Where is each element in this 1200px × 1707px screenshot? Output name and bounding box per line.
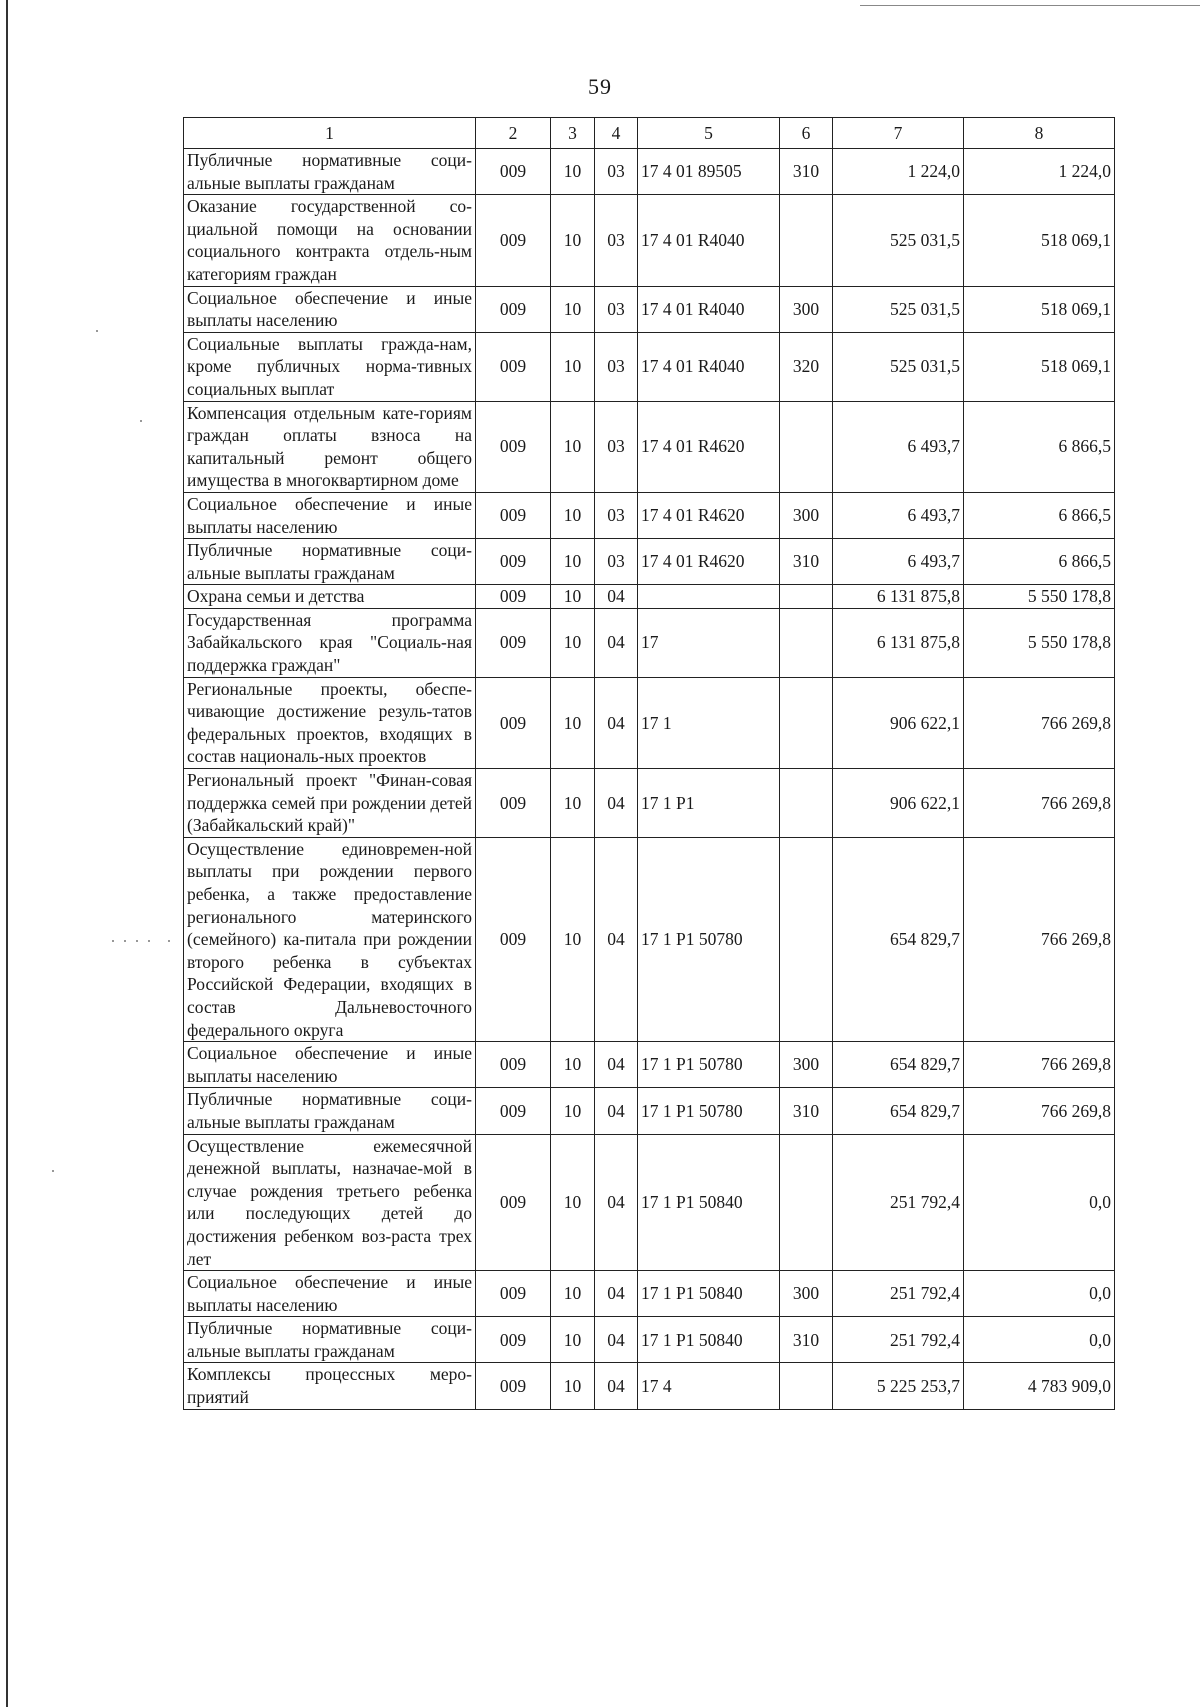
cell-target-article: 17 4 01 89505 bbox=[638, 149, 780, 195]
table-row bbox=[184, 1271, 1115, 1317]
cell-section: 10 bbox=[551, 837, 595, 1041]
cell-target-article: 17 1 P1 bbox=[638, 769, 780, 838]
cell-section: 10 bbox=[551, 492, 595, 538]
cell-amount-year-2: 766 269,8 bbox=[964, 769, 1115, 838]
cell-target-article: 17 4 01 R4620 bbox=[638, 492, 780, 538]
cell-expense-type bbox=[780, 769, 833, 838]
cell-ministry-code: 009 bbox=[476, 195, 551, 286]
cell-ministry-code: 009 bbox=[476, 332, 551, 401]
cell-target-article: 17 4 01 R4040 bbox=[638, 332, 780, 401]
cell-amount-year-1: 906 622,1 bbox=[833, 677, 964, 768]
table-row bbox=[184, 539, 1115, 585]
header-cell: 1 bbox=[184, 118, 476, 149]
scan-artifact-dot bbox=[148, 940, 150, 942]
cell-section: 10 bbox=[551, 195, 595, 286]
cell-amount-year-1: 525 031,5 bbox=[833, 286, 964, 332]
cell-target-article: 17 4 01 R4040 bbox=[638, 286, 780, 332]
table-row bbox=[184, 1317, 1115, 1363]
cell-subsection: 04 bbox=[595, 608, 638, 677]
scan-artifact-dot bbox=[140, 420, 142, 422]
page-edge-line bbox=[6, 0, 8, 1707]
page-number: 59 bbox=[588, 74, 612, 99]
cell-expense-type: 320 bbox=[780, 332, 833, 401]
cell-amount-year-2: 766 269,8 bbox=[964, 837, 1115, 1041]
cell-amount-year-1: 525 031,5 bbox=[833, 195, 964, 286]
cell-item-name: Компенсация отдельным кате-гориям граждан оплаты взноса на капитальный ремонт общего имущества в многоквартирном доме bbox=[184, 401, 476, 492]
scan-artifact-dot bbox=[136, 940, 138, 942]
cell-section: 10 bbox=[551, 608, 595, 677]
header-cell: 5 bbox=[638, 118, 780, 149]
cell-amount-year-1: 6 493,7 bbox=[833, 492, 964, 538]
cell-subsection: 04 bbox=[595, 837, 638, 1041]
cell-section: 10 bbox=[551, 1317, 595, 1363]
cell-item-name: Публичные нормативные соци-альные выплаты гражданам bbox=[184, 1088, 476, 1134]
cell-item-name: Публичные нормативные соци-альные выплаты гражданам bbox=[184, 1317, 476, 1363]
cell-ministry-code: 009 bbox=[476, 837, 551, 1041]
cell-expense-type: 300 bbox=[780, 1042, 833, 1088]
cell-subsection: 03 bbox=[595, 539, 638, 585]
cell-amount-year-2: 6 866,5 bbox=[964, 401, 1115, 492]
cell-amount-year-1: 5 225 253,7 bbox=[833, 1363, 964, 1409]
header-cell: 6 bbox=[780, 118, 833, 149]
cell-subsection: 04 bbox=[595, 1134, 638, 1271]
scan-artifact-dot bbox=[124, 940, 126, 942]
cell-ministry-code: 009 bbox=[476, 769, 551, 838]
cell-subsection: 03 bbox=[595, 149, 638, 195]
table-header-row bbox=[184, 118, 1115, 149]
cell-amount-year-1: 654 829,7 bbox=[833, 1088, 964, 1134]
cell-section: 10 bbox=[551, 1271, 595, 1317]
cell-target-article: 17 1 P1 50840 bbox=[638, 1134, 780, 1271]
cell-ministry-code: 009 bbox=[476, 608, 551, 677]
cell-amount-year-2: 518 069,1 bbox=[964, 286, 1115, 332]
cell-item-name: Публичные нормативные соци-альные выплаты гражданам bbox=[184, 539, 476, 585]
cell-ministry-code: 009 bbox=[476, 401, 551, 492]
budget-table bbox=[183, 117, 1115, 1410]
cell-section: 10 bbox=[551, 1088, 595, 1134]
cell-subsection: 04 bbox=[595, 1042, 638, 1088]
cell-ministry-code: 009 bbox=[476, 1088, 551, 1134]
cell-target-article: 17 1 P1 50780 bbox=[638, 1042, 780, 1088]
cell-section: 10 bbox=[551, 1363, 595, 1409]
cell-amount-year-2: 1 224,0 bbox=[964, 149, 1115, 195]
cell-amount-year-1: 654 829,7 bbox=[833, 837, 964, 1041]
cell-ministry-code: 009 bbox=[476, 286, 551, 332]
cell-item-name: Осуществление единовремен-ной выплаты при рождении первого ребенка, а также предоставление регионального материнского (семейного) ка-питала при рождении второго ребенка в субъектах Российской Федерации, входящих в состав Дальневосточного федерального округа bbox=[184, 837, 476, 1041]
cell-expense-type: 310 bbox=[780, 539, 833, 585]
cell-amount-year-1: 6 493,7 bbox=[833, 539, 964, 585]
cell-amount-year-2: 518 069,1 bbox=[964, 332, 1115, 401]
cell-ministry-code: 009 bbox=[476, 1134, 551, 1271]
table-row bbox=[184, 769, 1115, 838]
cell-item-name: Оказание государственной со-циальной помощи на основании социального контракта отдель-ным категориям граждан bbox=[184, 195, 476, 286]
cell-expense-type bbox=[780, 608, 833, 677]
cell-item-name: Комплексы процессных меро-приятий bbox=[184, 1363, 476, 1409]
cell-target-article: 17 bbox=[638, 608, 780, 677]
cell-section: 10 bbox=[551, 1042, 595, 1088]
table-row bbox=[184, 1088, 1115, 1134]
cell-amount-year-2: 5 550 178,8 bbox=[964, 585, 1115, 609]
cell-amount-year-2: 0,0 bbox=[964, 1271, 1115, 1317]
cell-amount-year-1: 251 792,4 bbox=[833, 1271, 964, 1317]
cell-ministry-code: 009 bbox=[476, 149, 551, 195]
table-body bbox=[184, 149, 1115, 1410]
cell-ministry-code: 009 bbox=[476, 1271, 551, 1317]
cell-amount-year-1: 251 792,4 bbox=[833, 1134, 964, 1271]
cell-subsection: 04 bbox=[595, 769, 638, 838]
cell-target-article: 17 1 P1 50780 bbox=[638, 1088, 780, 1134]
cell-target-article: 17 4 01 R4620 bbox=[638, 401, 780, 492]
table-row bbox=[184, 286, 1115, 332]
scan-artifact-dot bbox=[168, 940, 170, 942]
header-cell: 7 bbox=[833, 118, 964, 149]
table-row bbox=[184, 149, 1115, 195]
cell-item-name: Региональный проект "Финан-совая поддержка семей при рождении детей (Забайкальский край)" bbox=[184, 769, 476, 838]
cell-amount-year-2: 6 866,5 bbox=[964, 492, 1115, 538]
header-cell: 4 bbox=[595, 118, 638, 149]
cell-amount-year-2: 766 269,8 bbox=[964, 1088, 1115, 1134]
cell-item-name: Социальное обеспечение и иные выплаты населению bbox=[184, 1271, 476, 1317]
cell-amount-year-2: 5 550 178,8 bbox=[964, 608, 1115, 677]
cell-subsection: 04 bbox=[595, 1317, 638, 1363]
cell-ministry-code: 009 bbox=[476, 585, 551, 609]
cell-amount-year-1: 525 031,5 bbox=[833, 332, 964, 401]
scan-artifact-line bbox=[860, 5, 1200, 6]
cell-subsection: 03 bbox=[595, 492, 638, 538]
table-row bbox=[184, 608, 1115, 677]
cell-item-name: Социальное обеспечение и иные выплаты населению bbox=[184, 492, 476, 538]
cell-target-article: 17 4 bbox=[638, 1363, 780, 1409]
cell-expense-type bbox=[780, 1134, 833, 1271]
cell-amount-year-2: 766 269,8 bbox=[964, 677, 1115, 768]
cell-item-name: Осуществление ежемесячной денежной выплаты, назначае-мой в случае рождения третьего ребенка или последующих детей до достижения ребенком воз-раста трех лет bbox=[184, 1134, 476, 1271]
cell-target-article: 17 1 P1 50840 bbox=[638, 1271, 780, 1317]
cell-ministry-code: 009 bbox=[476, 677, 551, 768]
cell-section: 10 bbox=[551, 332, 595, 401]
cell-item-name: Публичные нормативные соци-альные выплаты гражданам bbox=[184, 149, 476, 195]
cell-amount-year-2: 6 866,5 bbox=[964, 539, 1115, 585]
table-row bbox=[184, 332, 1115, 401]
cell-item-name: Социальное обеспечение и иные выплаты населению bbox=[184, 286, 476, 332]
cell-section: 10 bbox=[551, 677, 595, 768]
cell-subsection: 03 bbox=[595, 286, 638, 332]
cell-amount-year-2: 4 783 909,0 bbox=[964, 1363, 1115, 1409]
table-row bbox=[184, 401, 1115, 492]
cell-section: 10 bbox=[551, 769, 595, 838]
cell-item-name: Социальные выплаты гражда-нам, кроме публичных норма-тивных социальных выплат bbox=[184, 332, 476, 401]
header-cell: 2 bbox=[476, 118, 551, 149]
cell-expense-type: 310 bbox=[780, 149, 833, 195]
cell-amount-year-1: 1 224,0 bbox=[833, 149, 964, 195]
cell-subsection: 04 bbox=[595, 1363, 638, 1409]
cell-section: 10 bbox=[551, 401, 595, 492]
table-row bbox=[184, 1134, 1115, 1271]
cell-section: 10 bbox=[551, 1134, 595, 1271]
cell-target-article: 17 4 01 R4040 bbox=[638, 195, 780, 286]
cell-expense-type bbox=[780, 195, 833, 286]
cell-item-name: Охрана семьи и детства bbox=[184, 585, 476, 609]
header-cell: 8 bbox=[964, 118, 1115, 149]
header-cell: 3 bbox=[551, 118, 595, 149]
cell-item-name: Социальное обеспечение и иные выплаты населению bbox=[184, 1042, 476, 1088]
cell-section: 10 bbox=[551, 149, 595, 195]
cell-subsection: 04 bbox=[595, 1271, 638, 1317]
table-row bbox=[184, 1042, 1115, 1088]
table-row bbox=[184, 837, 1115, 1041]
cell-amount-year-2: 0,0 bbox=[964, 1134, 1115, 1271]
cell-expense-type: 300 bbox=[780, 286, 833, 332]
cell-expense-type bbox=[780, 401, 833, 492]
cell-subsection: 04 bbox=[595, 585, 638, 609]
cell-amount-year-1: 6 131 875,8 bbox=[833, 608, 964, 677]
cell-section: 10 bbox=[551, 286, 595, 332]
table-row bbox=[184, 195, 1115, 286]
cell-target-article: 17 1 P1 50780 bbox=[638, 837, 780, 1041]
cell-amount-year-2: 0,0 bbox=[964, 1317, 1115, 1363]
cell-target-article: 17 4 01 R4620 bbox=[638, 539, 780, 585]
cell-subsection: 03 bbox=[595, 195, 638, 286]
cell-ministry-code: 009 bbox=[476, 492, 551, 538]
cell-ministry-code: 009 bbox=[476, 1317, 551, 1363]
cell-amount-year-2: 518 069,1 bbox=[964, 195, 1115, 286]
scan-artifact-dot bbox=[96, 330, 98, 332]
cell-expense-type bbox=[780, 837, 833, 1041]
table-row bbox=[184, 677, 1115, 768]
table-row bbox=[184, 1363, 1115, 1409]
cell-section: 10 bbox=[551, 585, 595, 609]
cell-amount-year-1: 6 131 875,8 bbox=[833, 585, 964, 609]
cell-target-article: 17 1 P1 50840 bbox=[638, 1317, 780, 1363]
scan-artifact-dot bbox=[52, 1170, 54, 1172]
cell-expense-type: 310 bbox=[780, 1317, 833, 1363]
cell-amount-year-1: 906 622,1 bbox=[833, 769, 964, 838]
cell-amount-year-1: 251 792,4 bbox=[833, 1317, 964, 1363]
cell-item-name: Региональные проекты, обеспе-чивающие достижение резуль-татов федеральных проектов, входящих в состав националь-ных проектов bbox=[184, 677, 476, 768]
cell-ministry-code: 009 bbox=[476, 1042, 551, 1088]
scan-artifact-dot bbox=[112, 940, 114, 942]
cell-subsection: 03 bbox=[595, 332, 638, 401]
cell-expense-type bbox=[780, 677, 833, 768]
table-row bbox=[184, 585, 1115, 609]
cell-expense-type: 300 bbox=[780, 1271, 833, 1317]
cell-amount-year-1: 654 829,7 bbox=[833, 1042, 964, 1088]
cell-subsection: 04 bbox=[595, 1088, 638, 1134]
cell-amount-year-1: 6 493,7 bbox=[833, 401, 964, 492]
cell-amount-year-2: 766 269,8 bbox=[964, 1042, 1115, 1088]
cell-subsection: 04 bbox=[595, 677, 638, 768]
cell-item-name: Государственная программа Забайкальского края "Социаль-ная поддержка граждан" bbox=[184, 608, 476, 677]
cell-section: 10 bbox=[551, 539, 595, 585]
cell-expense-type bbox=[780, 1363, 833, 1409]
cell-target-article bbox=[638, 585, 780, 609]
cell-expense-type: 310 bbox=[780, 1088, 833, 1134]
cell-ministry-code: 009 bbox=[476, 1363, 551, 1409]
table-row bbox=[184, 492, 1115, 538]
cell-expense-type bbox=[780, 585, 833, 609]
cell-subsection: 03 bbox=[595, 401, 638, 492]
cell-expense-type: 300 bbox=[780, 492, 833, 538]
cell-target-article: 17 1 bbox=[638, 677, 780, 768]
cell-ministry-code: 009 bbox=[476, 539, 551, 585]
